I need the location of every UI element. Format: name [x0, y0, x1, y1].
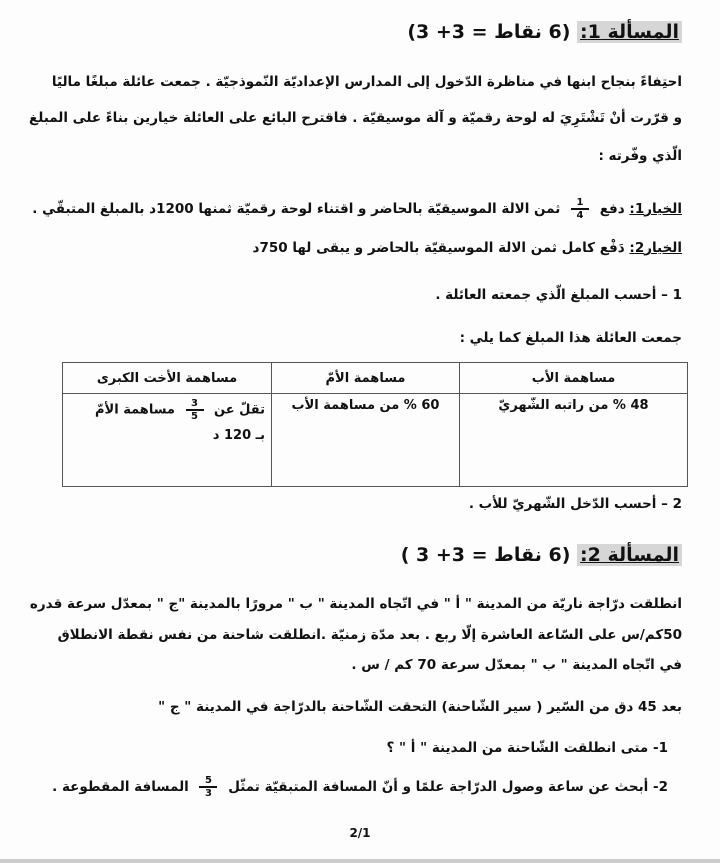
fraction — [186, 398, 204, 422]
problem1-line: الّذي وفّرته : — [598, 148, 682, 164]
q2-pre: 2- أبحث عن ساعة وصول الدرّاجة علمًا و أنّ المسافة المتبقيّة تمثّل — [228, 779, 668, 795]
problem1-line: احتِفاءً بنجاح ابنها في مناظرة الدّخول إلى المدارس الإعداديّة النّموذجيّة . جمعت عائلة مبلغًا ماليًا — [51, 74, 682, 90]
problem1-line: و قرّرت أنْ تَشْتَرِيَ له لوحة رقميّة و آلة موسيقيّة . فاقترح البائع على العائلة خيارين بناءً على المبلغ — [28, 110, 682, 126]
page-number: 2/1 — [349, 826, 371, 840]
problem2-question-2 — [52, 775, 668, 799]
problem2-label: المسألة 2: — [577, 544, 682, 566]
question-2: 2 – أحسب الدّخل الشّهريّ للأب . — [468, 496, 682, 512]
cell-sister — [63, 394, 272, 487]
problem2-line: انطلقت درّاجة ناريّة من المدينة " أ " في اتّجاه المدينة " ب " مرورًا بالمدينة "ج " بمعدّل سرعة قدره — [29, 596, 682, 612]
cell-mother: 60 % من مساهمة الأب — [272, 394, 460, 487]
fraction — [571, 197, 589, 221]
numerator: 5 — [205, 775, 212, 786]
page-edge — [0, 859, 720, 863]
option1-label: الخيار1: — [629, 201, 682, 217]
cell-father: 48 % من راتبه الشّهريّ — [460, 394, 688, 487]
option2-text: دَفْع كامل ثمن الالة الموسيقيّة بالحاضر و يبقى لها 750د — [252, 240, 625, 256]
problem2-question-1: 1- متى انطلقت الشّاحنة من المدينة " أ " ؟ — [386, 740, 668, 756]
header-father: مساهمة الأب — [460, 363, 688, 394]
sister-line2: بـ 120 د — [212, 428, 265, 443]
table-header-row — [63, 363, 688, 394]
numerator: 1 — [576, 197, 584, 208]
option2-label: الخيار2: — [629, 240, 682, 256]
option1 — [32, 197, 682, 221]
contributions-table — [62, 362, 688, 487]
problem2-line: 50كم/س على السّاعة العاشرة إلّا ربع . بعد مدّة زمنيّة .انطلقت شاحنة من نفس نقطة الانطلاق — [57, 627, 682, 643]
problem2-heading — [401, 541, 682, 569]
problem1-points: (6 نقاط = 3+ 3) — [407, 21, 571, 43]
header-mother: مساهمة الأمّ — [272, 363, 460, 394]
q2-post: المسافة المقطوعة . — [52, 779, 189, 795]
problem1-label: المسألة 1: — [577, 21, 682, 43]
table-intro: جمعت العائلة هذا المبلغ كما يلي : — [459, 330, 682, 346]
denominator: 4 — [576, 210, 584, 221]
numerator: 3 — [191, 398, 198, 409]
table-row — [63, 394, 688, 487]
sister-pre: تقلّ عن — [214, 402, 265, 418]
option1-text: ثمن الالة الموسيقيّة بالحاضر و اقتناء لوحة رقميّة ثمنها 1200د بالمبلغ المتبقّي . — [32, 201, 561, 217]
problem1-heading — [407, 18, 682, 46]
question-1: 1 – أحسب المبلغ الّذي جمعته العائلة . — [435, 287, 682, 303]
problem2-line: بعد 45 دق من السّير ( سير الشّاحنة) التحقت الشّاحنة بالدرّاجة في المدينة " ج " — [158, 699, 682, 715]
header-sister: مساهمة الأخت الكبرى — [63, 363, 272, 394]
problem2-line: في اتّجاه المدينة " ب " بمعدّل سرعة 70 كم / س . — [351, 657, 682, 673]
option1-pre: دفع — [599, 201, 625, 217]
fraction — [199, 775, 217, 799]
denominator: 3 — [205, 788, 212, 799]
sister-post: مساهمة الأمّ — [95, 402, 175, 418]
option2 — [253, 238, 683, 258]
problem2-points: (6 نقاط = 3+ 3 ) — [400, 544, 571, 566]
denominator: 5 — [191, 411, 198, 422]
